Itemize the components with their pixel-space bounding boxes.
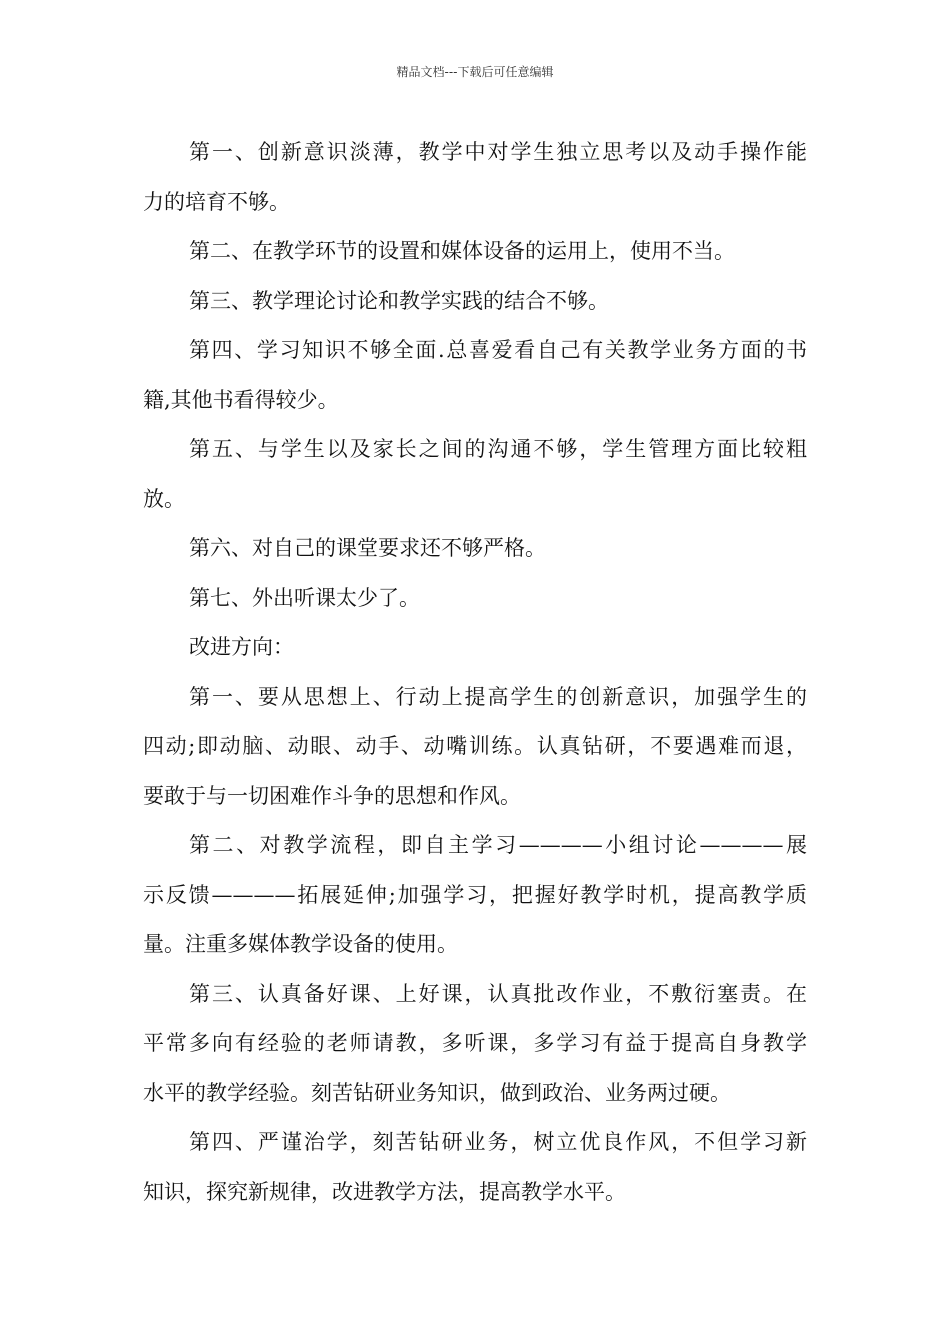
text-line: 知识，探究新规律，改进教学方法，提高教学水平。 — [143, 1179, 626, 1204]
text-line: 第三、教学理论讨论和教学实践的结合不够。 — [189, 288, 609, 313]
text-line: 量。注重多媒体教学设备的使用。 — [143, 932, 458, 956]
document-body — [143, 128, 807, 1217]
text-line: 第五、与学生以及家长之间的沟通不够，学生管理方面比较粗 — [189, 437, 807, 461]
text-line: 改进方向： — [189, 635, 294, 659]
paragraph — [143, 227, 807, 277]
paragraph — [143, 821, 807, 970]
text-line: 力的培育不够。 — [143, 189, 290, 214]
text-line: 第六、对自己的课堂要求还不够严格。 — [189, 536, 546, 560]
text-line: 第三、认真备好课、上好课，认真批改作业，不敷衍塞责。在 — [189, 981, 807, 1006]
paragraph — [143, 277, 807, 327]
text-line: 第一、要从思想上、行动上提高学生的创新意识，加强学生的 — [189, 684, 807, 709]
text-line: 四动;即动脑、动眼、动手、动嘴训练。认真钻研，不要遇难而退， — [143, 734, 807, 758]
paragraph — [143, 970, 807, 1119]
section-heading — [143, 623, 807, 673]
paragraph — [143, 524, 807, 574]
paragraph — [143, 425, 807, 524]
text-line: 第一、创新意识淡薄，教学中对学生独立思考以及动手操作能 — [189, 140, 807, 164]
page-header: 精品文档---下载后可任意编辑 — [396, 65, 554, 79]
text-line: 第七、外出听课太少了。 — [189, 585, 420, 610]
paragraph — [143, 673, 807, 822]
text-line: 籍,其他书看得较少。 — [143, 387, 339, 412]
text-line: 第二、在教学环节的设置和媒体设备的运用上，使用不当。 — [189, 239, 735, 263]
paragraph — [143, 326, 807, 425]
text-line: 水平的教学经验。刻苦钻研业务知识，做到政治、业务两过硬。 — [143, 1080, 731, 1105]
paragraph — [143, 1118, 807, 1217]
text-line: 放。 — [143, 486, 185, 511]
paragraph — [143, 128, 807, 227]
text-line: 第二、对教学流程，即自主学习————小组讨论————展 — [189, 833, 807, 857]
text-line: 第四、学习知识不够全面.总喜爱看自己有关教学业务方面的书 — [189, 338, 807, 362]
text-line: 平常多向有经验的老师请教，多听课，多学习有益于提高自身教学 — [143, 1031, 807, 1055]
text-line: 第四、严谨治学，刻苦钻研业务，树立优良作风，不但学习新 — [189, 1130, 807, 1154]
text-line: 要敢于与一切困难作斗争的思想和作风。 — [143, 783, 521, 808]
paragraph — [143, 574, 807, 624]
text-line: 示反馈————拓展延伸;加强学习，把握好教学时机，提高教学质 — [143, 882, 807, 907]
